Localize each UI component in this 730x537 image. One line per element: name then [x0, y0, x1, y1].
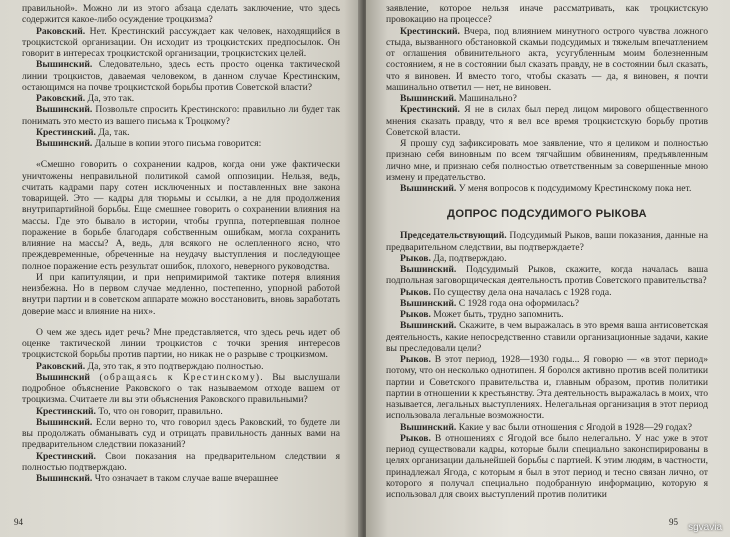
paragraph-text: Машинально?: [456, 93, 517, 104]
paragraph: [386, 93, 708, 104]
speaker-name: Рыков.: [400, 286, 431, 298]
paragraph-text: Да, так.: [95, 126, 130, 138]
paragraph: [22, 93, 340, 104]
paragraph-text: Нет. Крестинский рассуждает как человек, находящийся в троцкистской организации. Он исходит из троцкистских предпосылок. Он говорит в интересах троцкистской организации, троцкистских целей.: [22, 25, 340, 59]
speaker-name: Рыков.: [400, 432, 431, 444]
paragraph-text: И при капитуляции, и при непримиримой тактике потеря влияния неизбежна. Но в первом случае медленно, постепенно, упорной работой внутри партии и в советском аппарате можно восстановить, вновь заработать доверие масс и влияние на них».: [22, 271, 340, 317]
paragraph: [22, 138, 340, 149]
paragraph: [386, 422, 708, 433]
paragraph-text: Подсудимый Рыков, ваши показания, данные на предварительном следствии, вы подтверждаете?: [386, 230, 708, 253]
paragraph-text: Подсудимый Рыков, скажите, когда началась ваша подпольная заговорщическая деятельность против Советского правительства?: [386, 264, 708, 287]
speaker-name: Крестинский.: [36, 405, 96, 417]
paragraph-text: В отношениях с Ягодой все было нелегально. У нас уже в этот период существовали кадры, которые были специально законспирированы в целях организации дальнейшей борьбы с партией. К этим людям, в частности, принадлежал Ягода, с которым я был в этот период и тесно связан лично, от которого я получал специально подобранную информацию, которую я использовал для своих выступлений против политики: [386, 432, 708, 500]
paragraph: [386, 433, 708, 501]
paragraph: [22, 127, 340, 138]
paragraph-text: Да, это так, я это подтверждаю полностью.: [85, 360, 264, 372]
paragraph-text: Скажите, в чем выражалась в это время ваша антисоветская деятельность, какие непосредственно ставили организационные задачи, какие вы преследовали цели?: [386, 320, 708, 354]
paragraph: [22, 272, 340, 317]
paragraph: [22, 473, 340, 484]
paragraph-text: Какие у вас были отношения с Ягодой в 1928—29 годах?: [456, 421, 692, 433]
speaker-name: Рыков.: [400, 354, 431, 365]
paragraph: [386, 354, 708, 422]
section-heading: ДОПРОС ПОДСУДИМОГО РЫКОВА: [447, 208, 647, 221]
speaker-name: Рыков.: [400, 252, 431, 264]
paragraph-text: Что означает в таком случае ваше вчерашнее: [92, 473, 279, 484]
left-page: [0, 0, 362, 537]
paragraph-text: заявление, которое нельзя иначе рассматривать, как троцкистскую провокацию на процессе?: [386, 3, 708, 26]
paragraph: [386, 138, 708, 183]
stage-direction: (обращаясь к Крестинскому).: [89, 371, 264, 383]
speaker-name: Вышинский.: [400, 264, 457, 275]
speaker-name: Вышинский.: [36, 416, 93, 428]
speaker-name: Раковский.: [36, 360, 86, 372]
paragraph: [22, 417, 340, 451]
watermark: sgvavia: [688, 522, 722, 533]
right-text-before-heading: [386, 3, 708, 194]
speaker-name: Вышинский.: [36, 473, 93, 484]
right-text-after-heading: [386, 230, 708, 500]
speaker-name: Вышинский.: [36, 138, 93, 149]
paragraph: [22, 59, 340, 93]
paragraph: [22, 406, 340, 417]
paragraph-text: Да, это так.: [85, 93, 135, 104]
paragraph-text: Я прошу суд зафиксировать мое заявление, что я целиком и полностью признаю себя виновным по всем тягчайшим обвинениям, предъявленным лично мне, и признаю себя полностью ответственным за совершенные мною измену и предательство.: [386, 138, 708, 183]
paragraph-text: Вы выслушали подробное объяснение Раковского о так называемом отходе вашем от троцкизма. Считаете ли вы эти объяснения Раковского правильными?: [22, 371, 340, 406]
speaker-name: Крестинский.: [400, 104, 460, 116]
paragraph: [22, 3, 340, 26]
speaker-name: Вышинский: [36, 371, 90, 383]
paragraph: [22, 26, 340, 60]
paragraph-text: С 1928 года она оформилась?: [456, 297, 580, 309]
paragraph: [386, 298, 708, 309]
paragraph: [386, 320, 708, 354]
speaker-name: Крестинский.: [400, 25, 460, 37]
speaker-name: Раковский.: [36, 93, 86, 104]
paragraph-text: Свои показания на предварительном следствии я полностью подтверждаю.: [22, 450, 340, 473]
paragraph: [386, 309, 708, 320]
paragraph: [22, 372, 340, 406]
paragraph: [386, 253, 708, 264]
paragraph-text: О чем же здесь идет речь? Мне представляется, что здесь речь идет об оценке тактической линии троцкистов с точки зрения интересов троцкистской борьбы против партии, но никак не о разрыве с троцкизмом.: [22, 326, 340, 361]
paragraph-text: По существу дела она началась с 1928 года.: [430, 286, 612, 298]
paragraph-text: Да, подтверждаю.: [430, 252, 507, 264]
speaker-name: Вышинский.: [400, 421, 457, 433]
speaker-name: Крестинский.: [36, 450, 96, 462]
paragraph: [386, 26, 708, 94]
paragraph-text: У меня вопросов к подсудимому Крестинскому пока нет.: [456, 183, 692, 194]
paragraph-text: То, что он говорит, правильно.: [95, 405, 223, 417]
speaker-name: Рыков.: [400, 309, 431, 320]
left-page-text: [22, 3, 340, 484]
paragraph: [386, 264, 708, 287]
paragraph-text: Вчера, под влиянием минутного острого чувства ложного стыда, вызванного обстановкой скамьи подсудимых и тяжелым впечатлением от оглашения обвинительного акта, усугубленным моим болезненным состоянием, я не в состоянии был сказать правду, не в состоянии был сказать, что я виновен. И вместо того, чтобы сказать — да, я виновен, я почти машинально ответил — нет, не виновен.: [386, 25, 708, 93]
page-number-right: 95: [669, 517, 678, 527]
paragraph-text: В этот период, 1928—1930 годы... Я говорю — «в этот период» потому, что он несколько однотипен. Я боролся активно против всей политики партии и Советского правительства и, главным образом, против политики партии в отношении к крестьянству. Эта деятельность выражалась в моих, что называется, легальных выступлениях. Нелегальная организация в этот период использовала легальные возможности.: [386, 354, 708, 422]
paragraph-text: Я не в силах был перед лицом мирового общественного мнения сказать правду, что я вел все время троцкистскую борьбу против Советской власти.: [386, 104, 708, 138]
right-page: [366, 0, 730, 537]
speaker-name: Крестинский.: [36, 126, 96, 138]
paragraph-text: Позвольте спросить Крестинского: правильно ли будет так понимать это место из вашего письма к Троцкому?: [22, 104, 340, 127]
paragraph-text: «Смешно говорить о сохранении кадров, когда они уже фактически уничтожены неправильной политикой самой оппозиции. Нельзя, ведь, считать кадрами пару сотен исключенных и поставленных вне закона товарищей. Это — кадры для тюрьмы и ссылки, а не для продолжения внутрипартийной борьбы. Еще смешнее говорить о сохранении влияния на массы. Где это бывало в истории, чтобы группа, потерпевшая полное поражение в борьбе благодаря собственным ошибкам, могла сохранить влияние на массы? А, ведь, для всякого не ослепленного ясно, что преждевременные, обреченные на неудачу выступления и последующее полное поражение есть результат ошибок, плохого, неверного руководства.: [22, 159, 340, 272]
page-number-left: 94: [14, 517, 23, 527]
paragraph: [386, 3, 708, 26]
speaker-name: Вышинский.: [400, 183, 457, 194]
paragraph: [22, 327, 340, 361]
paragraph: [386, 230, 708, 253]
speaker-name: Вышинский.: [36, 59, 93, 71]
paragraph-text: правильной». Можно ли из этого абзаца сделать заключение, что здесь содержится какое-либо осуждение троцкизма?: [22, 3, 340, 26]
paragraph-text: Дальше в копии этого письма говорится:: [92, 138, 262, 149]
paragraph-text: Может быть, трудно запомнить.: [430, 309, 564, 320]
paragraph: [386, 183, 708, 194]
paragraph-text: Если верно то, что говорил здесь Раковский, то будете ли вы продолжать обманывать суд и отрицать правильность данных вами на предварительном следствии показаний?: [22, 416, 340, 451]
paragraph: [386, 104, 708, 138]
paragraph-text: Следовательно, здесь есть просто оценка тактической линии троцкистов, даваемая человеком, в данном случае Крестинским, остающимся на почве троцкистской борьбы против Советской власти?: [22, 59, 340, 93]
speaker-name: Председательствующий.: [400, 230, 507, 242]
paragraph: [22, 104, 340, 127]
speaker-name: Раковский.: [36, 25, 86, 37]
speaker-name: Вышинский.: [400, 93, 457, 104]
speaker-name: Вышинский.: [400, 297, 457, 309]
paragraph: [22, 159, 340, 272]
right-page-text: [386, 3, 708, 500]
speaker-name: Вышинский.: [400, 320, 457, 332]
paragraph: [386, 287, 708, 298]
paragraph: [22, 361, 340, 372]
speaker-name: Вышинский.: [36, 104, 93, 116]
paragraph: [22, 451, 340, 474]
